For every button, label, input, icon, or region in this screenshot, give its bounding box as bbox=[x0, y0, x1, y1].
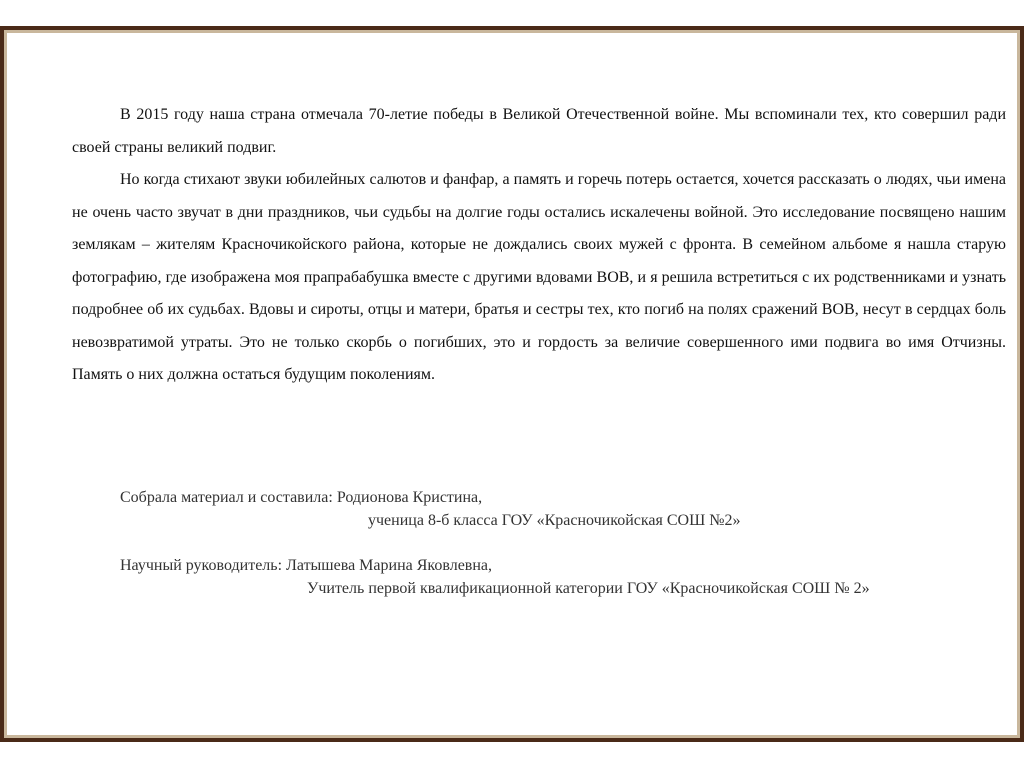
paragraph-main: Но когда стихают звуки юбилейных салютов и фанфар, а память и горечь потерь остается, хочется рассказать о людях, чьи имена не очень часто звучат в дни праздников, чьи судьбы на долгие годы остались искалечены войной. Это исследование посвящено нашим землякам – жителям Красночикойского района, которые не дождались своих мужей с фронта. В семейном альбоме я нашла старую фотографию, где изображена моя прапрабабушка вместе с другими вдовами ВОВ, и я решила встретиться с их родственниками и узнать подробнее об их судьбах. Вдовы и сироты, отцы и матери, братья и сестры тех, кто погиб на полях сражений ВОВ, несут в сердцах боль невозвратимой утраты. Это не только скорбь о погибших, это и гордость за величие совершенного ими подвига во имя Отчизны. Память о них должна остаться будущим поколениям. bbox=[72, 171, 1006, 383]
author-line: Собрала материал и составила: Родионова Кристина, bbox=[120, 489, 483, 506]
body-text bbox=[72, 99, 1006, 392]
author-detail: ученица 8-б класса ГОУ «Красночикойская СОШ №2» bbox=[368, 512, 741, 529]
credits-block bbox=[72, 486, 1006, 600]
paragraph-intro: В 2015 году наша страна отмечала 70-летие победы в Великой Отечественной войне. Мы вспоминали тех, кто совершил ради своей страны великий подвиг. bbox=[72, 106, 1006, 156]
supervisor-line: Научный руководитель: Латышева Марина Яковлевна, bbox=[120, 557, 493, 574]
supervisor-detail: Учитель первой квалификационной категории ГОУ «Красночикойская СОШ № 2» bbox=[307, 580, 870, 597]
